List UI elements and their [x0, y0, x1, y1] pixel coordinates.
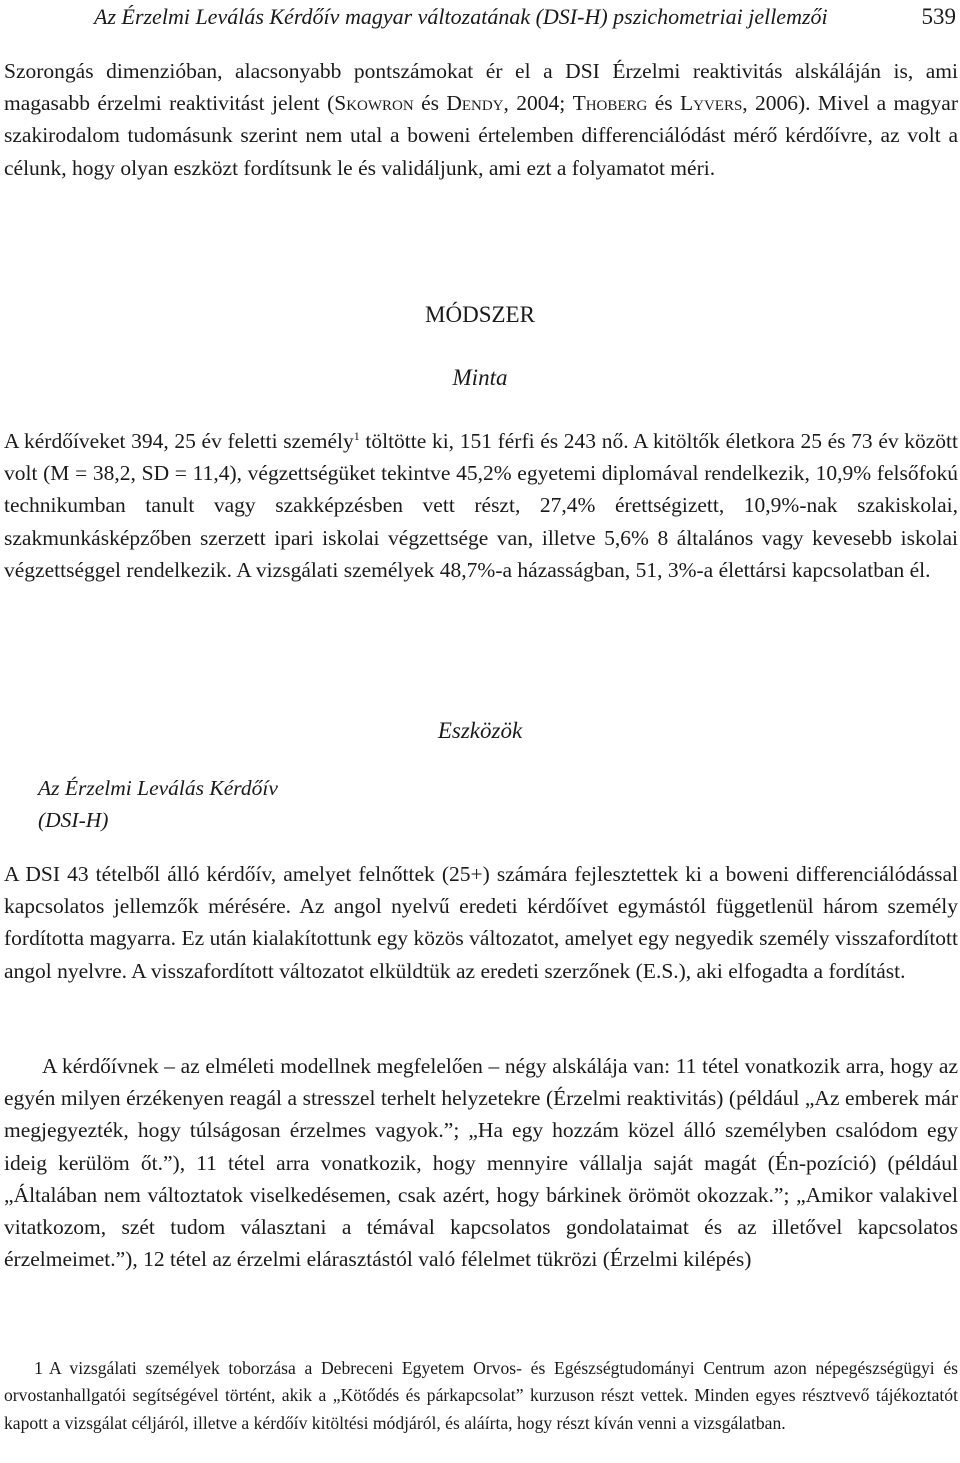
citation-year: , 2004;: [503, 91, 573, 116]
author-thoberg: Thoberg: [572, 91, 648, 116]
author-dendy: Dendy: [446, 91, 504, 116]
footnote: [4, 1355, 958, 1437]
page-header: [0, 2, 958, 38]
author-skowron: Skowron: [334, 91, 414, 116]
citation-year: , 2006).: [742, 91, 811, 116]
footnote-mark: 1: [34, 1358, 43, 1378]
instrument-heading: [38, 772, 358, 836]
intro-paragraph-2: Mivel a magyar szakirodalom tudomásunk szerint nem utal a boweni értelemben differenciálódást mérő kérdőívre, az volt a célunk, hogy olyan eszközt fordítsunk le és validáljunk, ami ezt a folyamatot méri.: [4, 91, 958, 180]
instrument-heading-line-1: Az Érzelmi Leválás Kérdőív: [38, 776, 278, 800]
conjunction: és: [647, 91, 680, 116]
subsection-heading-tools: Eszközök: [437, 718, 523, 743]
conjunction: és: [413, 91, 447, 116]
sample-text: töltötte ki, 151 férfi és 243 nő. A kitöltők életkora 25 és 73 év között volt (M = 38,2, SD = 11,4), végzettségüket tekintve 45,2% egyetemi diplomával rendelkezik, 10,9% felsőfokú technikumban tanult vagy szakképzésben vett részt, 27,4% érettségizett, 10,9%-nak szakiskolai, szakmunkásképzőben szerzett ipari iskolai végzettsége van, illetve 5,6% 8 általános vagy kevesebb iskolai végzettséggel rendelkezik. A vizsgálati személyek 48,7%-a házasságban, 51, 3%-a élettársi kapcsolatban él.: [4, 429, 959, 582]
intro-paragraph-1: [4, 55, 958, 184]
sample-text: A kérdőíveket 394, 25 év feletti személy: [4, 429, 354, 453]
author-lyvers: Lyvers: [679, 91, 743, 116]
sample-paragraph: [4, 425, 958, 586]
footnote-text: A vizsgálati személyek toborzása a Debreceni Egyetem Orvos- és Egészségtudományi Centrum azon népegészségügyi és orvostanhallgatói segítségével történt, akik a „Kötődés és párkapcsolat” kurzuson részt vettek. Minden egyes résztvevő tájékoztatót kapott a vizsgálat céljáról, illetve a kérdőív kitöltési módjáról, és aláírta, hogy részt kíván venni a vizsgálatban.: [4, 1358, 958, 1433]
footnote-reference: 1: [353, 428, 360, 443]
running-title: Az Érzelmi Leválás Kérdőív magyar változatának (DSI-H) pszichometriai jellemzői: [94, 4, 828, 29]
intro-text: Szorongás dimenzióban, alacsonyabb pontszámokat ér el a DSI Érzelmi reaktivitás alskáláján is, ami magasabb érzelmi reaktivitást jelent (: [4, 59, 958, 116]
instrument-heading-line-2: (DSI-H): [38, 808, 109, 832]
tools-paragraph-2: A kérdőívnek – az elméleti modellnek megfelelően – négy alskálája van: 11 tétel vonatkozik arra, hogy az egyén milyen érzékenyen reagál a stresszel terhelt helyzetekre (Érzelmi reaktivitás) (például „Az emberek már megjegyezték, hogy túlságosan érzelmes vagyok.”; „Ha egy hozzám közel álló személyben csalódom egy ideig kerülöm őt.”), 11 tétel arra vonatkozik, hogy mennyire vállalja saját magát (Én-pozíció) (például „Általában nem változtatok viselkedésemen, csak azért, hogy bárkinek örömöt okozzak.”; „Amikor valakivel vitatkozom, szét tudom választani a témával kapcsolatos gondolataimat és az illetővel kapcsolatos érzelmeimet.”), 12 tétel az érzelmi elárasztástól való félelmet tükrözi (Érzelmi kilépés): [4, 1054, 958, 1272]
section-heading-method: MÓDSZER: [425, 302, 535, 327]
subsection-heading-sample: Minta: [452, 365, 508, 390]
tools-paragraph-1: A DSI 43 tételből álló kérdőív, amelyet felnőttek (25+) számára fejlesztettek ki a boweni differenciálódással kapcsolatos jellemzők mérésére. Az angol nyelvű eredeti kérdőívet egymástól függetlenül három személy fordította magyarra. Ez után kialakítottunk egy közös változatot, amelyet egy negyedik személy visszafordított angol nyelvre. A visszafordított változatot elküldtük az eredeti szerzőnek (E.S.), aki elfogadta a fordítást.: [4, 862, 958, 983]
page-number: 539: [921, 4, 956, 29]
